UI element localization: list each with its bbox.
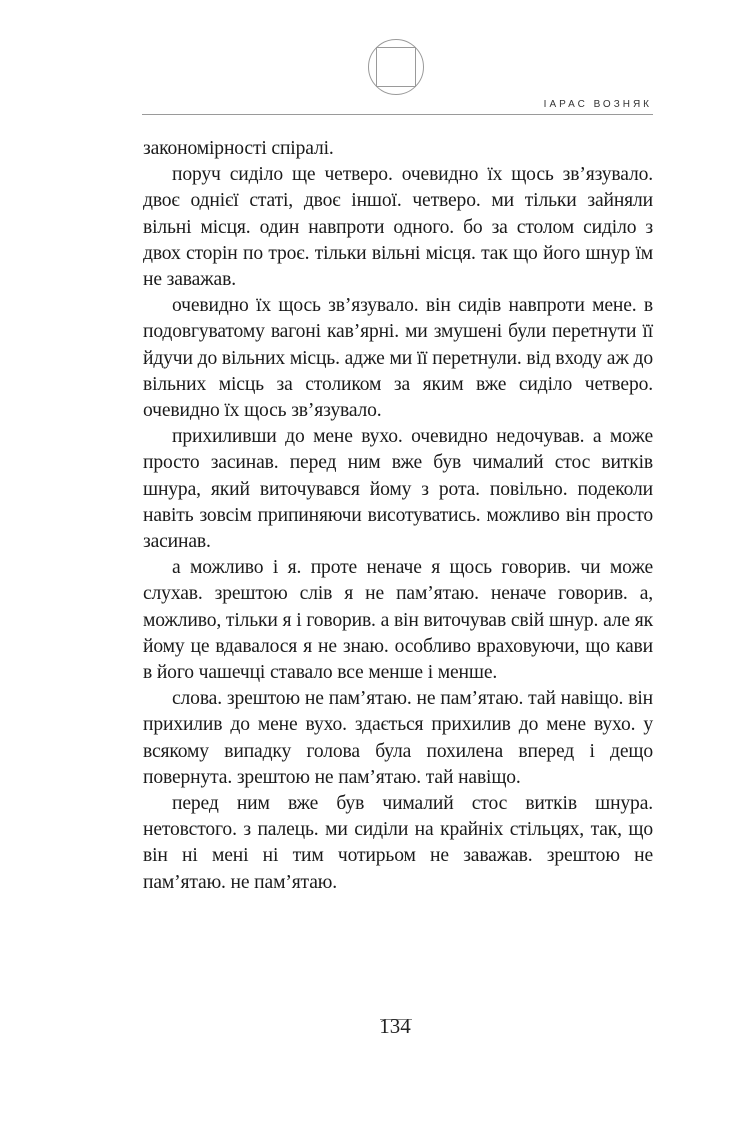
- paragraph: закономірності спіралі.: [143, 138, 334, 159]
- body-text: [143, 136, 653, 896]
- paragraph: прихиливши до мене вухо. очевидно недочував. а може просто засинав. перед ним вже був чималий стос витків шнура, який виточувався йому з рота. повільно. подеколи навіть зовсім припиняючи висотуватись. можливо він просто засинав.: [143, 426, 653, 553]
- circle-square-emblem-icon: [367, 38, 425, 96]
- header-divider: [142, 114, 653, 115]
- paragraph: а можливо і я. проте неначе я щось говорив. чи може слухав. зрештою слів я не пам’ятаю. неначе говорив. а, можливо, тільки я і говорив. а він виточував свій шнур. але як йому це вдавалося я не знаю. особливо враховуючи, що кави в його чашечці ставало все менше і менше.: [143, 557, 653, 684]
- running-head: ІАРАС ВОЗНЯК: [543, 99, 652, 110]
- paragraph: слова. зрештою не пам’ятаю. не пам’ятаю. тай навіщо. він прихилив до мене вухо. здається прихилив до мене вухо. у всякому випадку голова була похилена вперед і дещо повернута. зрештою не пам’ятаю. тай навіщо.: [143, 688, 653, 788]
- paragraph: поруч сиділо ще четверо. очевидно їх щось зв’язувало. двоє однієї статі, двоє іншої. четверо. ми тільки зайняли вільні місця. один навпроти одного. бо за столом сиділо з двох сторін по троє. тільки вільні місця. так що його шнур їм не заважав.: [143, 164, 653, 291]
- paragraph: очевидно їх щось зв’язувало. він сидів навпроти мене. в подовгуватому вагоні кав’ярні. ми змушені були перетнути її йдучи до вільних місць. адже ми її перетнули. від входу аж до вільних місць за столиком за яким вже сиділо четверо. очевидно їх щось зв’язувало.: [143, 295, 653, 422]
- page-number: 134: [379, 1014, 411, 1038]
- paragraph: перед ним вже був чималий стос витків шнура. нетовстого. з палець. ми сиділи на крайніх стільцях, так, що він ні мені ні тим чотирьом не заважав. зрештою не пам’ятаю. не пам’ятаю.: [143, 793, 653, 893]
